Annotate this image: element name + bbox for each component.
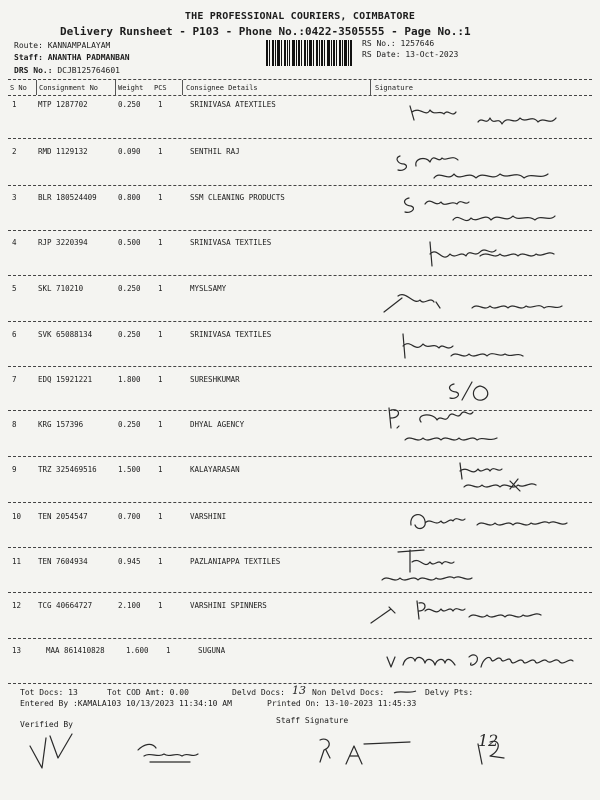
rs-date: RS Date: 13-Oct-2023	[362, 50, 459, 59]
col-header-consignment: Consignment No	[39, 84, 99, 92]
non-delivered-dash-mark	[392, 688, 418, 696]
row-pcs: 1	[158, 465, 163, 474]
drs-label: DRS No.:	[14, 66, 53, 75]
row-consignment: KRG 157396	[38, 420, 84, 429]
row-pcs: 1	[158, 557, 163, 566]
row-consignee: SUGUNA	[198, 646, 226, 655]
row-weight: 0.090	[118, 147, 141, 156]
row-consignee: VARSHINI	[190, 512, 227, 521]
row-pcs: 1	[158, 512, 163, 521]
route-value: KANNAMPALAYAM	[47, 41, 111, 50]
entered-by: Entered By :KAMALA103 10/13/2023 11:34:10 AM	[20, 699, 232, 708]
row-consignee: VARSHINI SPINNERS	[190, 601, 267, 610]
row-pcs: 1	[158, 147, 163, 156]
row-consignee: SRINIVASA TEXTILES	[190, 330, 272, 339]
col-divider	[115, 80, 116, 95]
row-weight: 1.800	[118, 375, 141, 384]
row-consignment: RMD 1129132	[38, 147, 88, 156]
runsheet-subtitle: Delivery Runsheet - P103 - Phone No.:0422-3505555 - Page No.:1	[60, 25, 471, 38]
row-consignment: TRZ 325469516	[38, 465, 97, 474]
row-consignee: SENTHIL RAJ	[190, 147, 240, 156]
total-docs: Tot Docs: 13	[20, 688, 78, 697]
staff-line	[14, 53, 130, 62]
row-sno: 10	[12, 512, 22, 521]
col-header-pcs: PCS	[154, 84, 167, 92]
row-consignment: MTP 1287702	[38, 100, 88, 109]
row-weight: 2.100	[118, 601, 141, 610]
signature-row-5	[380, 286, 580, 326]
row-weight: 1.600	[126, 646, 149, 655]
row-sno: 5	[12, 284, 17, 293]
row-consignment: BLR 180524409	[38, 193, 97, 202]
col-divider	[370, 80, 371, 95]
row-sno: 13	[12, 646, 22, 655]
row-weight: 0.800	[118, 193, 141, 202]
row-consignment: TCG 40664727	[38, 601, 93, 610]
row-consignee: SURESHKUMAR	[190, 375, 240, 384]
row-weight: 0.250	[118, 420, 141, 429]
row-consignment: RJP 3220394	[38, 238, 88, 247]
row-weight: 0.250	[118, 100, 141, 109]
route-line	[14, 41, 110, 50]
staff-signature-number: 12	[478, 731, 499, 750]
signature-row-6	[395, 328, 595, 368]
signature-row-3	[395, 192, 595, 232]
row-consignee: KALAYARASAN	[190, 465, 240, 474]
delivered-docs-value: 13	[292, 684, 306, 697]
row-sno: 3	[12, 193, 17, 202]
row-rule	[8, 138, 592, 139]
printed-on: Printed On: 13-10-2023 11:45:33	[267, 699, 417, 708]
delivered-docs-label: Delvd Docs:	[232, 688, 285, 697]
row-weight: 0.250	[118, 330, 141, 339]
row-consignment: SVK 65088134	[38, 330, 93, 339]
signature-row-11	[380, 548, 580, 588]
signature-row-8	[385, 404, 585, 444]
signature-row-1	[390, 96, 590, 136]
row-pcs: 1	[158, 238, 163, 247]
row-weight: 0.250	[118, 284, 141, 293]
row-consignment: SKL 710210	[38, 284, 84, 293]
row-pcs: 1	[158, 330, 163, 339]
row-consignment: EDQ 15921221	[38, 375, 93, 384]
col-divider	[36, 80, 37, 95]
row-consignment: TEN 2054547	[38, 512, 88, 521]
row-sno: 1	[12, 100, 17, 109]
row-pcs: 1	[166, 646, 171, 655]
staff-label: Staff:	[14, 53, 43, 62]
signature-row-10	[405, 505, 600, 545]
row-sno: 4	[12, 238, 17, 247]
row-rule	[8, 638, 592, 639]
delivery-points-label: Delvy Pts:	[425, 688, 474, 697]
row-weight: 0.945	[118, 557, 141, 566]
row-consignment: MAA 861410828	[46, 646, 105, 655]
rs-number: RS No.: 1257646	[362, 39, 435, 48]
staff-signature-label: Staff Signature	[276, 716, 349, 725]
col-header-sno: S No	[10, 84, 27, 92]
row-pcs: 1	[158, 601, 163, 610]
row-pcs: 1	[158, 420, 163, 429]
col-divider	[182, 80, 183, 95]
row-sno: 12	[12, 601, 22, 610]
row-pcs: 1	[158, 100, 163, 109]
col-header-weight: Weight	[118, 84, 144, 92]
signature-row-4	[400, 236, 600, 276]
drs-line	[14, 66, 120, 75]
row-rule	[8, 592, 592, 593]
route-label: Route:	[14, 41, 43, 50]
row-weight: 0.500	[118, 238, 141, 247]
company-title: THE PROFESSIONAL COURIERS, COIMBATORE	[184, 11, 416, 22]
row-consignee: SRINIVASA TEXTILES	[190, 238, 272, 247]
row-pcs: 1	[158, 375, 163, 384]
row-rule	[8, 502, 592, 503]
row-sno: 11	[12, 557, 22, 566]
row-consignee: MYSLSAMY	[190, 284, 227, 293]
verified-by-label: Verified By	[20, 720, 73, 729]
row-consignee: DHYAL AGENCY	[190, 420, 245, 429]
row-pcs: 1	[158, 284, 163, 293]
staff-value: ANANTHA PADMANBAN	[47, 53, 130, 62]
barcode-image	[266, 40, 352, 66]
drs-value: DCJB125764601	[57, 66, 120, 75]
row-consignment: TEN 7604934	[38, 557, 88, 566]
col-header-signature: Signature	[375, 84, 413, 92]
table-top-rule	[8, 79, 592, 80]
row-weight: 0.700	[118, 512, 141, 521]
row-weight: 1.500	[118, 465, 141, 474]
staff-handwritten-signature	[300, 728, 560, 776]
col-header-consignee: Consignee Details	[186, 84, 258, 92]
signature-row-2	[390, 148, 590, 188]
row-pcs: 1	[158, 193, 163, 202]
signature-row-9	[450, 455, 600, 495]
row-sno: 8	[12, 420, 17, 429]
signature-row-12	[365, 595, 565, 635]
signature-row-13	[385, 645, 585, 685]
non-delivered-docs-label: Non Delvd Docs:	[312, 688, 385, 697]
total-cod-amount: Tot COD Amt: 0.00	[107, 688, 189, 697]
verifier-signature	[20, 728, 220, 776]
row-consignee: SSM CLEANING PRODUCTS	[190, 193, 285, 202]
row-sno: 9	[12, 465, 17, 474]
row-sno: 7	[12, 375, 17, 384]
row-consignee: PAZLANIAPPA TEXTILES	[190, 557, 281, 566]
row-consignee: SRINIVASA ATEXTILES	[190, 100, 276, 109]
row-sno: 2	[12, 147, 17, 156]
row-sno: 6	[12, 330, 17, 339]
